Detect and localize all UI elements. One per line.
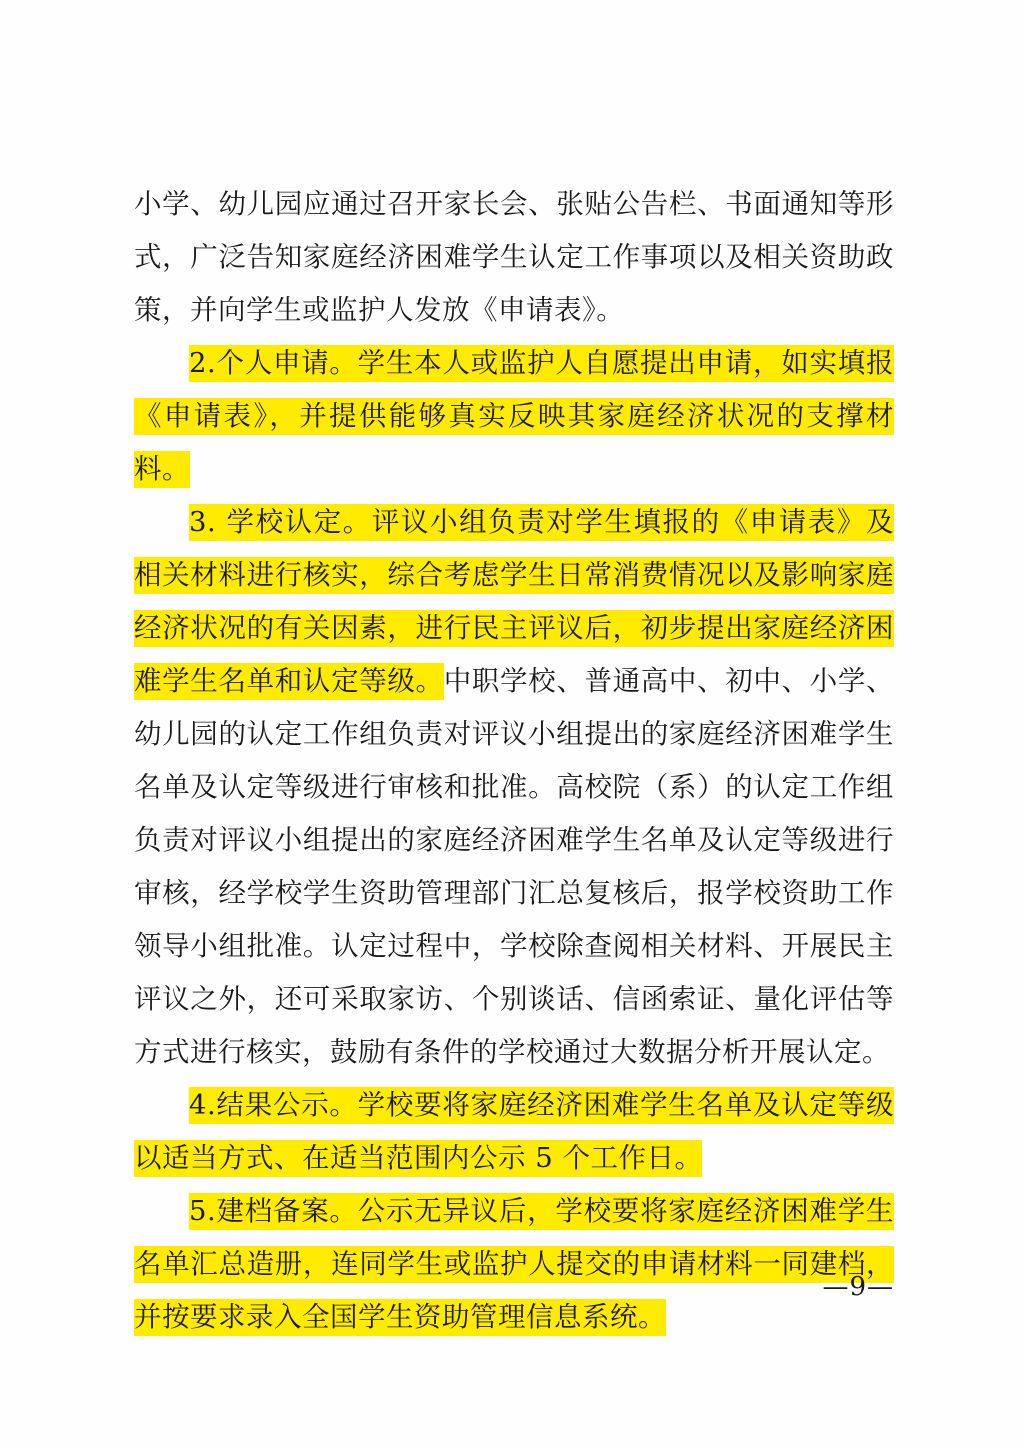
- page-body: [134, 178, 894, 1344]
- paragraph-item-2: [134, 337, 894, 496]
- plain-text: 中职学校、普通高中、初中、小学、幼儿园的认定工作组负责对评议小组提出的家庭经济困难学生名单及认定等级进行审核和批准。高校院（系）的认定工作组负责对评议小组提出的家庭经济困难学生名单及认定等级进行审核，经学校学生资助管理部门汇总复核后，报学校资助工作领导小组批准。认定过程中，学校除查阅相关材料、开展民主评议之外，还可采取家访、个别谈话、信函索证、量化评估等方式进行核实，鼓励有条件的学校通过大数据分析开展认定。: [134, 665, 895, 1068]
- paragraph-item-4: [134, 1079, 894, 1185]
- paragraph-item-5: [134, 1185, 894, 1344]
- highlighted-text: 3. 学校认定。评议小组负责对学生填报的《申请表》及相关材料进行核实，综合考虑学生日常消费情况以及影响家庭经济状况的有关因素，进行民主评议后，初步提出家庭经济困难学生名单和认定等级。: [134, 504, 894, 700]
- highlighted-text: 4.结果公示。学校要将家庭经济困难学生名单及认定等级以适当方式、在适当范围内公示 5 个工作日。: [134, 1087, 894, 1177]
- highlighted-text: 5.建档备案。公示无异议后，学校要将家庭经济困难学生名单汇总造册，连同学生或监护人提交的申请材料一同建档，并按要求录入全国学生资助管理信息系统。: [134, 1193, 894, 1336]
- paragraph-intro: 小学、幼儿园应通过召开家长会、张贴公告栏、书面通知等形式，广泛告知家庭经济困难学生认定工作事项以及相关资助政策，并向学生或监护人发放《申请表》。: [134, 188, 894, 326]
- page-number: —9—: [822, 1272, 894, 1302]
- paragraph-item-3: [134, 496, 894, 1079]
- highlighted-text: 2.个人申请。学生本人或监护人自愿提出申请，如实填报《申请表》，并提供能够真实反映其家庭经济状况的支撑材料。: [134, 345, 894, 488]
